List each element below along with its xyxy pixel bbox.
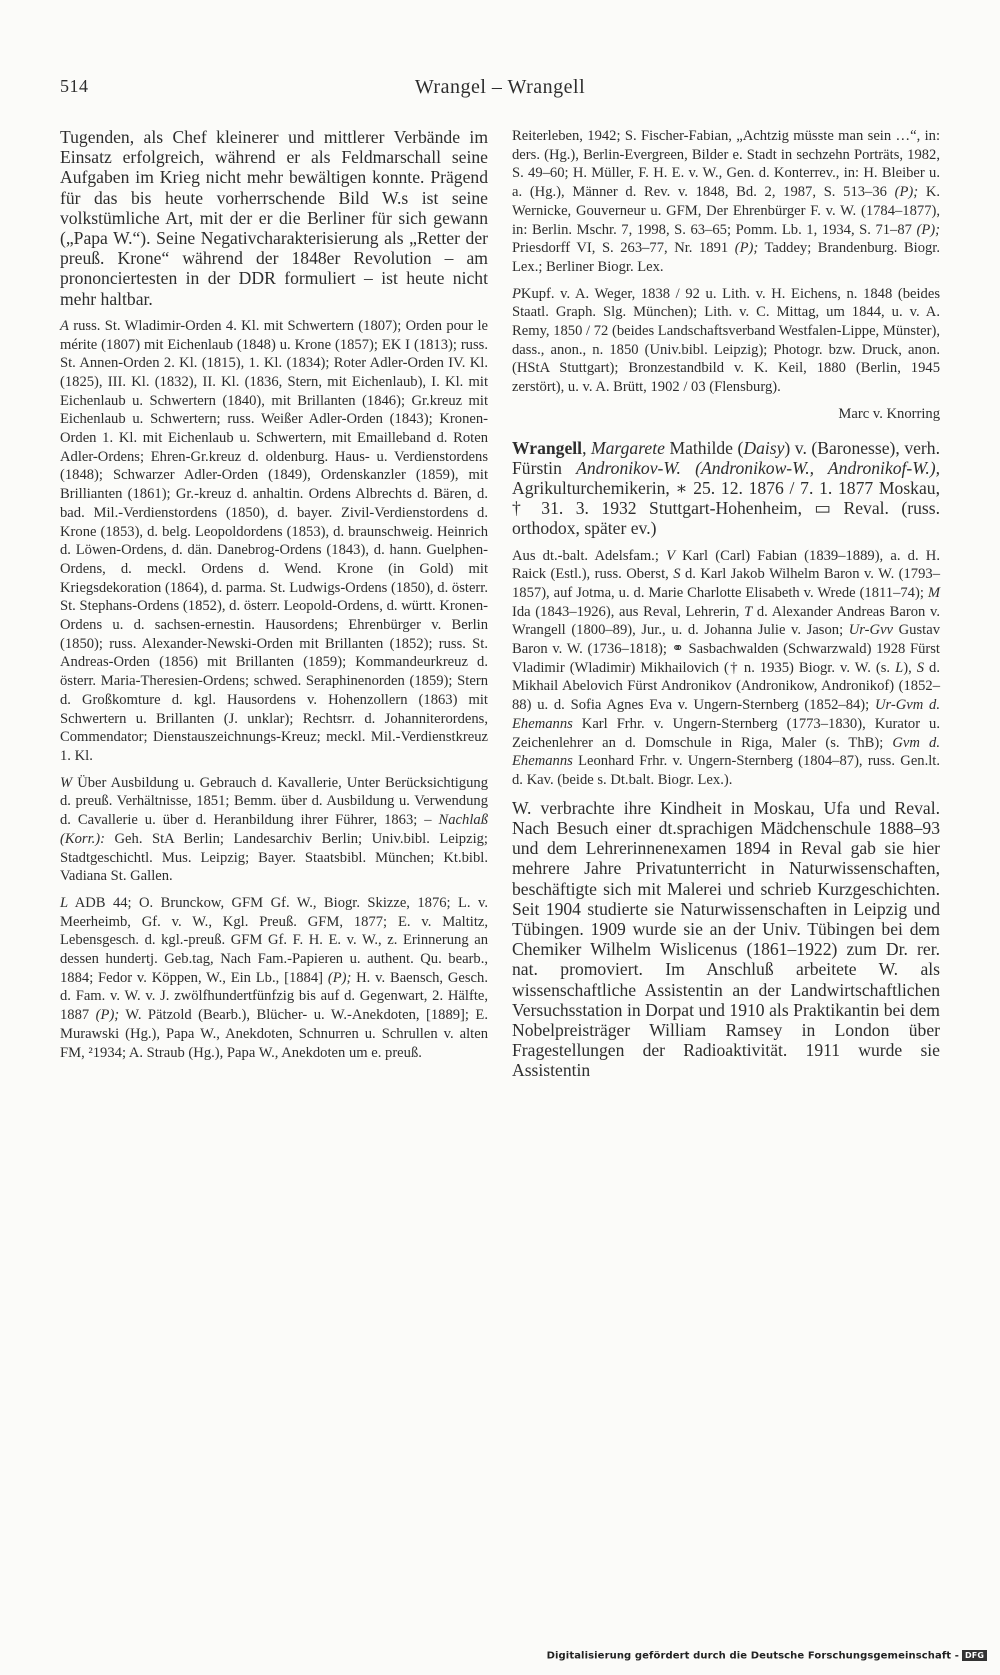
first-name: Margarete: [590, 437, 665, 458]
footer-text: Digitalisierung gefördert durch die Deutsche Forschungsgemeinschaft -: [546, 1650, 960, 1662]
portraits-section: [512, 285, 940, 397]
works-text: Über Ausbildung u. Gebrauch d. Kavallerie, Unter Berücksichtigung d. preuß. Verhältnisse, 1851; Bemm. über d. Ausbildung u. Verwendung d. Cavallerie u. über d. Heranbildung ihrer Führer, 1863; –: [60, 774, 488, 829]
dfg-logo: DFG: [962, 1650, 987, 1661]
digitization-footer: [547, 1650, 987, 1662]
literature-label: L: [60, 894, 69, 911]
works-label: W: [60, 774, 73, 791]
awards-text: russ. St. Wladimir-Orden 4. Kl. mit Schwertern (1807); Orden pour le mérite (1807) mit Eichenlaub (1848) u. Krone (1857); EK I (1813); russ. St. Annen-Orden 2. Kl. (1815), 1. Kl. (1834); Roter Adler-Orden IV. Kl. (1825), III. Kl. (1832), II. Kl. (1836, Stern, mit Eichenlaub), I. Kl. mit Eichenlaub u. Schwertern (1840), mit Brillanten (1846); Gr.kreuz mit Eichenlaub u. Schwertern; russ. Weißer Adler-Orden (1843); Kronen-Orden 1. Kl. mit Eichenlaub u. Schwertern, mit Emailleband d. Roten Adler-Ordens; Ehren-Gr.kreuz d. oldenburg. Haus- u. Verdienstordens (1848); Schwarzer Adler-Orden (1849), Ordenskanzler (1859), mit Brillianten (1861); Gr.-kreuz d. anhaltin. Ordens Albrechts d. Bären, d. bad. Mil.-Verdienstordens (1850), d. bayer. Zivil-Verdienstordens d. Krone (1853), d. belg. Leopoldordens (1853), d. braunschweig. Heinrich d. Löwen-Ordens, d. dän. Danebrog-Ordens (1843), d. hann. Guelphen-Ordens, d. meckl. Ordens d. Wend. Krone (in Gold) mit Kriegsdekoration (1864), d. parma. St. Ludwigs-Ordens (1850), d. österr. St. Stephans-Ordens (1852), d. österr. Leopold-Ordens, d. württ. Kronen-Ordens u. d. sachsen-ernestin. Hausordens; Ehrenbürger v. Berlin (1850); russ. Alexander-Newski-Orden mit Brillanten (1852); russ. St. Andreas-Orden (1856) mit Brillanten (1859); Kommandeurkreuz d. österr. Maria-Theresien-Ordens; schwed. Seraphinenorden (1859); Stern d. Großkomture d. kgl. Hausordens v. Hohenzollern (1863) mit Schwertern u. Brillanten (J. unklar); Rechtsrr. d. Johanniterordens, Commendator; Dienstauszeichnungs-Kreuz; meckl. Mil.-Verdienstkreuz 1. Kl.: [60, 317, 488, 764]
right-column: [512, 127, 940, 1081]
left-column: [60, 127, 488, 1062]
literature-text: Reiterleben, 1942; S. Fischer-Fabian, „Achtzig müsste man sein …“, in: ders. (Hg.), Berlin-Evergreen, Bilder e. Stadt in sechzehn Porträts, 1982, S. 49–60; H. Müller, F. H. E. v. W., Gen. d. Konterrev., in: H. Bleiber u. a. (Hg.), Männer d. Rev. v. 1848, Bd. 2, 1987, S. 513–36: [512, 128, 940, 201]
works-section: [60, 774, 488, 886]
portrait-marker: (P);: [95, 1007, 120, 1024]
nickname: Daisy: [743, 437, 785, 458]
portraits-label: P: [512, 285, 521, 302]
portrait-marker: (P);: [894, 184, 919, 201]
portraits-text: Kupf. v. A. Weger, 1838 / 92 u. Lith. v. H. Eichens, n. 1848 (beides Staatl. Graph. Slg. München); Lith. v. C. Mittag, um 1844, u. v. A. Remy, 1850 / 72 (beides Landschaftsverband Westfalen-Lippe, Münster), dass., anon., n. 1850 (Univ.bibl. Leipzig); Photogr. bzw. Druck, anon. (HStA Stuttgart); Bronzestandbild v. K. Keil, 1880 (Berlin, 1945 zerstört), u. v. A. Brütt, 1902 / 03 (Flensburg).: [512, 285, 941, 396]
nachlass-text: Geh. StA Berlin; Landesarchiv Berlin; Univ.bibl. Leipzig; Stadtgeschichtl. Mus. Leipzig; Bayer. Staatsbibl. München; Kt.bibl. Vadiana St. Gallen.: [60, 830, 488, 885]
family-section: Aus dt.-balt. Adelsfam.; V Karl (Carl) Fabian (1839–1889), a. d. H. Raick (Estl.), russ. Oberst, S d. Karl Jakob Wilhelm Baron v. W. (1793–1857), auf Jotma, u. d. Marie Charlotte Elisabeth v. Wrede (1811–74); M Ida (1843–1926), aus Reval, Lehrerin, T d. Alexander Andreas Baron v. Wrangell (1800–89), Jur., u. d. Johanna Julie v. Jason; Ur-Gvv Gustav Baron v. W. (1736–1818); ⚭ Sasbachwalden (Schwarzwald) 1928 Fürst Vladimir (Wladimir) Mikhailovich († n. 1935) Biogr. v. W. (s. L), S d. Mikhail Abelovich Fürst Andronikov (Andronikow, Andronikof) (1852–88) u. d. Sofia Agnes Eva v. Ungern-Sternberg (1852–84); Ur-Gvm d. Ehemanns Karl Frhr. v. Ungern-Sternberg (1773–1830), Kurator u. Zeichenlehrer an d. Domschule in Riga, Maler (s. ThB); Gvm d. Ehemanns Leonhard Frhr. v. Ungern-Sternberg (1804–87), russ. Gen.lt. d. Kav. (beide s. Dt.balt. Biogr. Lex.).: [512, 547, 940, 788]
portrait-marker: (P);: [916, 221, 940, 238]
portrait-marker: (P);: [327, 969, 352, 986]
literature-text: K. Wernicke, Gouverneur u. GFM, Der Ehrenbürger F. v. W. (1784–1877), in: Berlin. Mschr. 7, 1998, S. 63–65; Pomm. Lb. 1, 1934, S. 71–87: [512, 184, 941, 238]
biography-text: W. verbrachte ihre Kindheit in Moskau, Ufa und Reval. Nach Besuch einer dt.sprachigen Mädchenschule 1888–93 und dem Lehrerinnenexamen 1894 in Reval gab sie hier mehrere Jahre Privatunterricht in Naturwissenschaften, beschäftigte sich mit Malerei und schrieb Kurzgeschichten. Seit 1904 studierte sie Naturwissenschaften in Leipzig und Tübingen. 1909 wurde sie an der Univ. Tübingen bei dem Chemiker Wilhelm Wislicenus (1861–1922) zum Dr. rer. nat. promoviert. Im Anschluß arbeitete W. als wissenschaftliche Assistentin an der Landwirtschaftlichen Versuchsstation in Dorpat und 1910 als Praktikantin bei dem Nobelpreisträger William Ramsey in London über Fragestellungen der Radioaktivität. 1911 wurde sie Assistentin: [512, 797, 940, 1081]
literature-text: W. Pätzold (Bearb.), Blücher- u. W.-Anekdoten, [1889]; E. Murawski (Hg.), Papa W., Anekdoten, Schnurren u. Schrullen v. alten FM, ²1934; A. Straub (Hg.), Papa W., Anekdoten um e. preuß.: [60, 1007, 488, 1061]
literature-text: H. v. Baensch, Gesch. d. Fam. v. W. v. J. zwölfhundertfünfzig bis auf d. Gegenwart, 2. Hälfte, 1887: [60, 969, 488, 1024]
author-signature: Marc v. Knorring: [838, 405, 940, 422]
married-name: Andronikov-W. (Andronikow-W., Andronikof-W.),: [576, 457, 940, 478]
entry-heading: Wrangell, Margarete Mathilde (Daisy) v. (Baronesse), verh. Fürstin Andronikov-W. (Andronikow-W., Andronikof-W.), Agrikulturchemikerin, ∗ 25. 12. 1876 / 7. 1. 1877 Moskau, † 31. 3. 1932 Stuttgart-Hohenheim, ▭ Reval. (russ. orthodox, später ev.): [512, 437, 940, 539]
literature-continuation: [512, 127, 940, 277]
page-number: 514: [60, 76, 89, 96]
awards-label: A: [60, 317, 69, 334]
nachlass-label: Nachlaß (Korr.):: [60, 812, 488, 847]
portrait-marker: (P);: [734, 240, 759, 257]
entry-name: Wrangell: [512, 437, 583, 458]
literature-text: Priesdorff VI, S. 263–77, Nr. 1891: [512, 240, 735, 257]
literature-section: [60, 894, 488, 1062]
running-title: Wrangel – Wrangell: [414, 76, 586, 98]
literature-text: Taddey; Brandenburg. Biogr. Lex.; Berliner Biogr. Lex.: [512, 240, 940, 275]
literature-text: ADB 44; O. Brunckow, GFM Gf. W., Biogr. Skizze, 1876; L. v. Meerheimb, Gf. v. W., Kgl. Preuß. GFM, 1877; E. v. Maltitz, Lebensgesch. d. kgl.-preuß. GFM Gf. F. H. E. v. W., z. Erinnerung an dessen hundertj. Geb.tag, Nach Fam.-Papieren u. authent. Qu. bearb., 1884; Fedor v. Köppen, W., Ein Lb., [1884]: [60, 894, 488, 986]
awards-section: [60, 317, 488, 766]
biography-continuation: Tugenden, als Chef kleinerer und mittlerer Verbände im Einsatz erfolgreich, während er als Feldmarschall seine Aufgaben im Krieg nicht mehr bewältigen konnte. Prägend für das bis heute vorherrschende Bild W.s ist seine volkstümliche Art, mit der er die Berliner für sich gewann („Papa W.“). Seine Negativcharakterisierung als „Retter der preuß. Krone“ während der 1848er Revolution – am prononciertesten in der DDR formuliert – ist heute nicht mehr haltbar.: [60, 127, 488, 309]
entry-dates: Agrikulturchemikerin, ∗ 25. 12. 1876 / 7. 1. 1877 Moskau, † 31. 3. 1932 Stuttgart-Hohenheim, ▭ Reval. (russ. orthodox, später ev.): [512, 477, 940, 539]
page-header: [0, 76, 1000, 106]
